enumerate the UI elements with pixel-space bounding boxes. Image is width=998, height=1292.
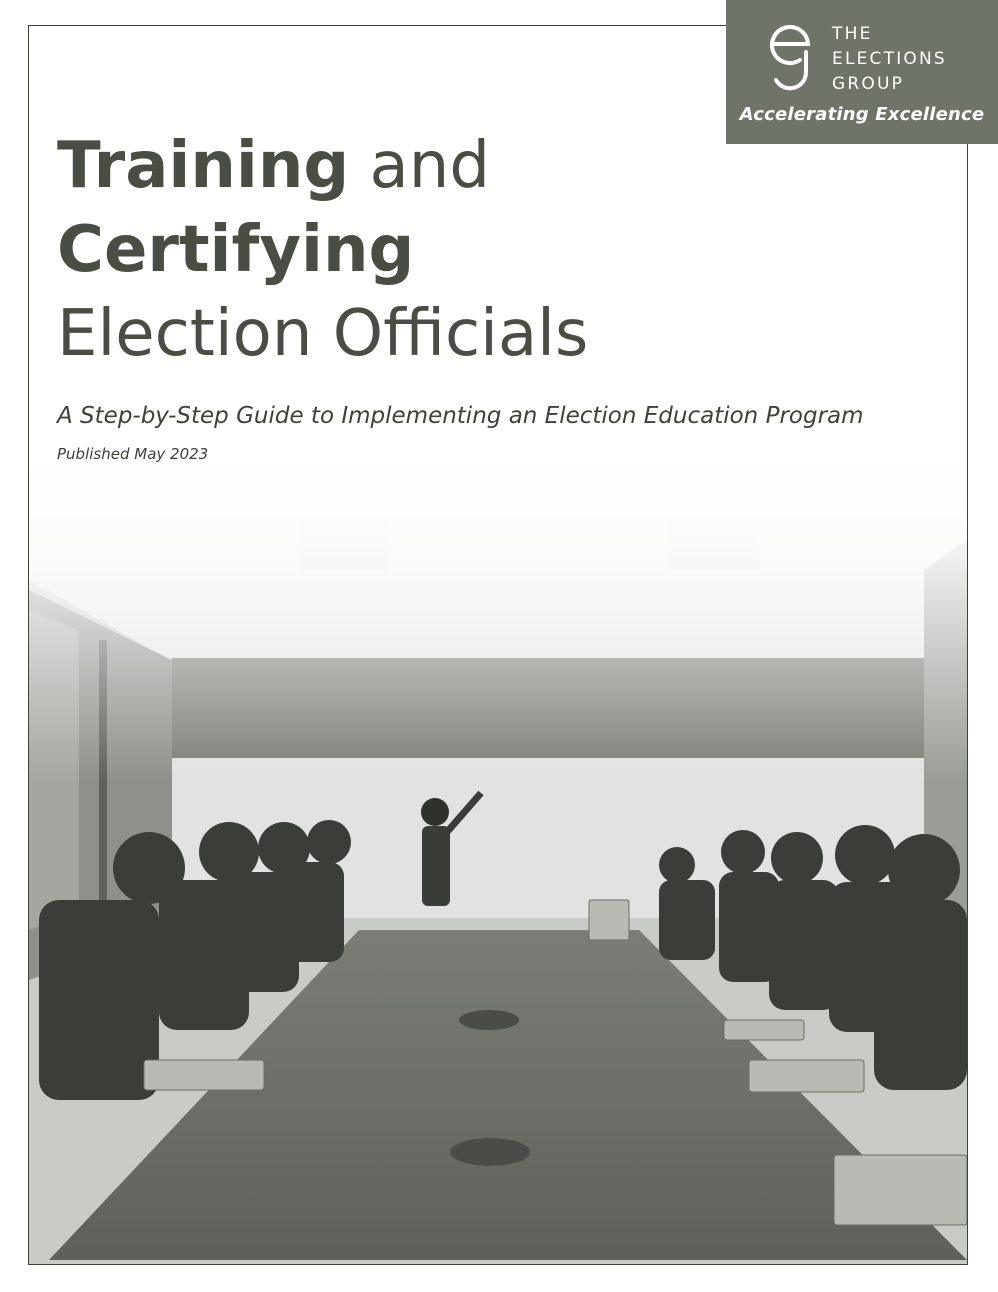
document-title <box>57 124 588 376</box>
title-line-3: Election Officials <box>57 297 589 371</box>
organization-logo <box>726 0 998 144</box>
publication-date: Published May 2023 <box>57 445 209 463</box>
title-word-certifying: Certifying <box>57 213 415 287</box>
document-subtitle: A Step-by-Step Guide to Implementing an Election Education Program <box>57 403 864 429</box>
title-line-1 <box>57 124 588 208</box>
eg-monogram-icon <box>764 22 816 94</box>
logo-line-1: THE <box>832 24 873 44</box>
title-line-2 <box>57 208 588 292</box>
logo-tagline: Accelerating Excellence <box>739 104 985 125</box>
title-word-training: Training <box>57 129 350 203</box>
title-word-and: and <box>369 129 490 203</box>
meeting-photo <box>29 460 967 1264</box>
logo-wordmark <box>832 22 947 97</box>
logo-line-2: ELECTIONS <box>832 49 947 69</box>
logo-line-3: GROUP <box>832 74 905 94</box>
